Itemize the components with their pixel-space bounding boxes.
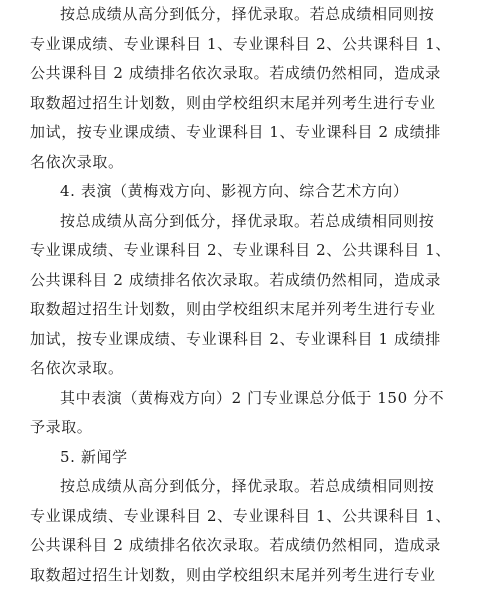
text-line-18: 专业课成绩、专业课科目 2、专业课科目 1、公共课科目 1、 bbox=[30, 506, 451, 525]
text-line-10: 公共课科目 2 成绩排名依次录取。若成绩仍然相同，造成录 bbox=[30, 270, 441, 289]
text-line-5: 加试，按专业课成绩、专业课科目 1、专业课科目 2 成绩排 bbox=[30, 123, 441, 141]
text-line-1: 按总成绩从高分到低分，择优录取。若总成绩相同则按 bbox=[60, 5, 435, 23]
text-line-2: 专业课成绩、专业课科目 1、专业课科目 2、公共课科目 1、 bbox=[30, 34, 451, 53]
text-line-8: 按总成绩从高分到低分，择优录取。若总成绩相同则按 bbox=[60, 211, 435, 230]
section-heading-performance: 4. 表演（黄梅戏方向、影视方向、综合艺术方向） bbox=[60, 182, 409, 200]
text-line-15: 予录取。 bbox=[30, 418, 93, 436]
text-line-3: 公共课科目 2 成绩排名依次录取。若成绩仍然相同，造成录 bbox=[30, 64, 441, 82]
section-heading-journalism: 5. 新闻学 bbox=[60, 447, 128, 466]
text-line-17: 按总成绩从高分到低分，择优录取。若总成绩相同则按 bbox=[60, 477, 435, 495]
text-line-13: 名依次录取。 bbox=[30, 359, 124, 377]
text-line-9: 专业课成绩、专业课科目 2、专业课科目 2、公共课科目 1、 bbox=[30, 241, 451, 259]
text-line-11: 取数超过招生计划数，则由学校组织末尾并列考生进行专业 bbox=[30, 300, 436, 318]
text-line-14: 其中表演（黄梅戏方向）2 门专业课总分低于 150 分不 bbox=[60, 388, 445, 407]
text-line-20: 取数超过招生计划数，则由学校组织末尾并列考生进行专业 bbox=[30, 565, 436, 584]
text-line-12: 加试，按专业课成绩、专业课科目 2、专业课科目 1 成绩排 bbox=[30, 329, 441, 348]
text-line-4: 取数超过招生计划数，则由学校组织末尾并列考生进行专业 bbox=[30, 93, 436, 112]
text-line-19: 公共课科目 2 成绩排名依次录取。若成绩仍然相同，造成录 bbox=[30, 536, 441, 554]
text-line-6: 名依次录取。 bbox=[30, 152, 124, 171]
